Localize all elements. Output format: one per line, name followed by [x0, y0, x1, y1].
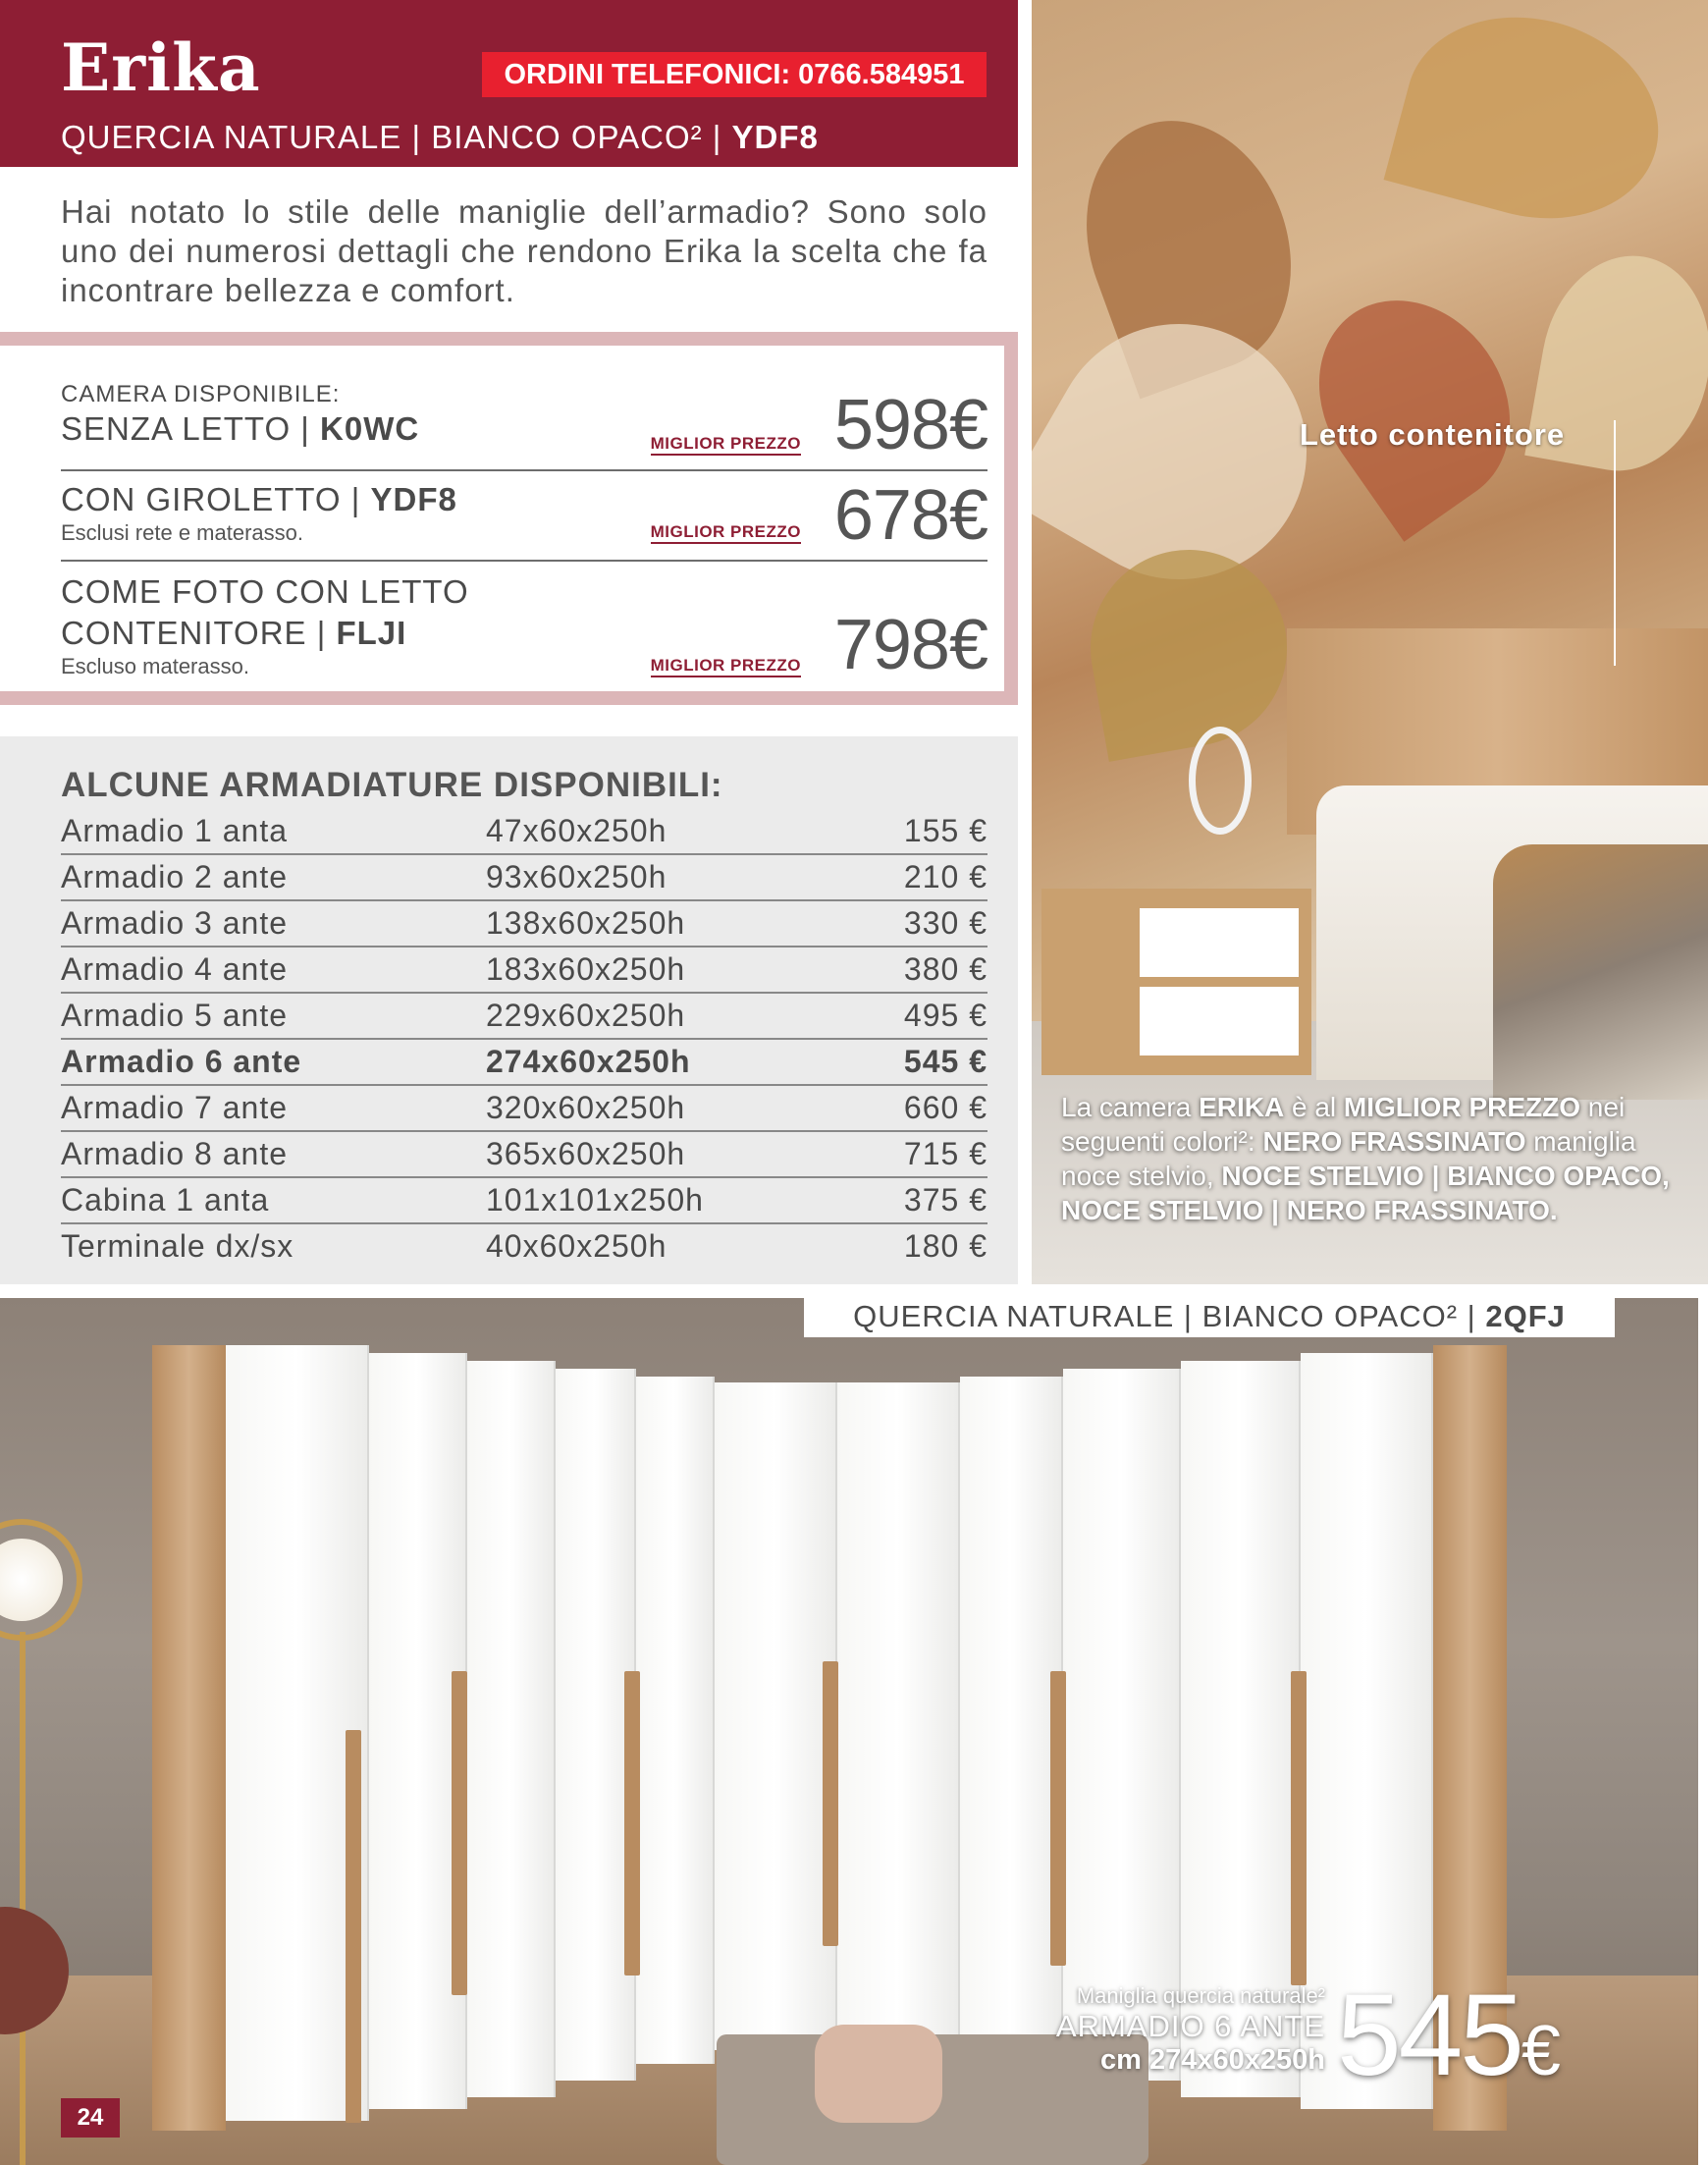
nightstand: [1041, 889, 1311, 1075]
camera-row-label-text: CON GIROLETTO |: [61, 481, 371, 517]
caption-text: maniglia noce stelvio,: [1061, 1126, 1636, 1191]
table-row: [61, 947, 987, 994]
wardrobe-name: Armadio 5 ante: [61, 998, 289, 1033]
wardrobe-door: [837, 1382, 960, 2050]
intro-text: Hai notato lo stile delle maniglie dell’armadio? Sono solo uno dei numerosi dettagli che rendono Erika la scelta che fa incontrare bellezza e comfort.: [61, 193, 987, 308]
camera-row-label-text: CONTENITORE |: [61, 615, 337, 651]
table-row: [61, 855, 987, 901]
wardrobe-name: Armadio 2 ante: [61, 859, 289, 894]
wardrobe-size: 138x60x250h: [486, 905, 686, 941]
caption-bold: NERO FRASSINATO: [1262, 1126, 1526, 1157]
camera-row-giroletto: [61, 471, 987, 562]
table-lamp: [1189, 727, 1252, 835]
wardrobe-table-title: ALCUNE ARMADIATURE DISPONIBILI:: [61, 766, 723, 804]
wardrobe-photo-title: [804, 1298, 1615, 1337]
nightstand-drawer: [1140, 987, 1299, 1055]
table-row: [61, 994, 987, 1040]
wallpaper-leaf: [1384, 0, 1681, 245]
wardrobe-name: Armadio 3 ante: [61, 905, 289, 941]
camera-row-note: Escluso materasso.: [61, 654, 249, 678]
camera-row-code: K0WC: [320, 410, 420, 447]
price-value: 678€: [833, 476, 987, 555]
wardrobe-price: 495 €: [903, 998, 987, 1033]
wardrobe-handle: [452, 1671, 467, 1995]
wardrobe-handle: [1050, 1671, 1066, 1966]
table-row: [61, 1086, 987, 1132]
promo-size: cm 274x60x250h: [1100, 2044, 1325, 2076]
wardrobe-price: 380 €: [903, 951, 987, 987]
wardrobe-name: Armadio 1 anta: [61, 813, 289, 848]
wardrobe-price: 180 €: [903, 1228, 987, 1264]
subtitle-code: YDF8: [731, 119, 819, 155]
camera-price-inner: [0, 346, 1004, 691]
table-row: [61, 1178, 987, 1224]
wardrobe-size: 320x60x250h: [486, 1090, 686, 1125]
wardrobe-door: [960, 1377, 1063, 2064]
promo-note: Maniglia quercia naturale²: [1076, 1983, 1325, 2008]
wardrobe-price: 375 €: [903, 1182, 987, 1218]
camera-price-box: [0, 332, 1018, 705]
table-row: [61, 901, 987, 947]
table-row: [61, 809, 987, 855]
header-band: [0, 0, 1018, 167]
brand-title: Erika: [61, 29, 261, 106]
subtitle-text: QUERCIA NATURALE | BIANCO OPACO² |: [61, 119, 732, 155]
bed-label-line: [1614, 420, 1616, 666]
wardrobe-side-left: [152, 1345, 226, 2131]
wardrobe-handle: [1291, 1671, 1307, 1985]
wardrobe-title-code: 2QFJ: [1485, 1299, 1566, 1333]
camera-row-code: YDF8: [370, 481, 457, 517]
promo-name: ARMADIO 6 ANTE: [1055, 2009, 1325, 2043]
wardrobe-handle: [624, 1671, 640, 1976]
floor-lamp-pole: [20, 1632, 26, 2165]
camera-row-code: FLJI: [336, 615, 407, 651]
promo-price-currency: €: [1521, 2012, 1561, 2090]
wardrobe-door: [467, 1361, 556, 2097]
wardrobe-name: Armadio 6 ante: [61, 1044, 302, 1079]
best-price-badge: MIGLIOR PREZZO: [651, 434, 801, 456]
wardrobe-title-text: QUERCIA NATURALE | BIANCO OPACO² |: [853, 1299, 1486, 1333]
table-row: [61, 1224, 987, 1271]
wardrobe-size: 40x60x250h: [486, 1228, 667, 1264]
caption-bold: NOCE STELVIO | BIANCO OPACO, NOCE STELVIO | NERO FRASSINATO.: [1061, 1161, 1670, 1225]
wardrobe-door: [715, 1382, 837, 2050]
bed-blanket: [1493, 844, 1708, 1100]
wardrobe-name: Armadio 7 ante: [61, 1090, 289, 1125]
wardrobe-door: [1063, 1369, 1181, 2081]
wardrobe-name: Terminale dx/sx: [61, 1228, 294, 1264]
wallpaper-leaf: [1075, 534, 1303, 762]
wardrobe-name: Cabina 1 anta: [61, 1182, 270, 1218]
throw-blanket: [815, 2025, 942, 2123]
page-edge: [1698, 1298, 1708, 2165]
best-price-badge: MIGLIOR PREZZO: [651, 522, 801, 544]
wardrobe-door: [636, 1377, 715, 2064]
wallpaper-leaf: [1280, 263, 1549, 541]
wardrobe-size: 274x60x250h: [486, 1044, 691, 1079]
camera-row-note: Esclusi rete e materasso.: [61, 520, 303, 545]
promo-price-value: 545: [1337, 1971, 1521, 2100]
wardrobe-name: Armadio 8 ante: [61, 1136, 289, 1171]
camera-kicker: CAMERA DISPONIBILE:: [61, 381, 341, 407]
wardrobe-price: 330 €: [903, 905, 987, 941]
price-value: 798€: [833, 606, 987, 684]
header-subtitle: [61, 119, 819, 156]
phone-order-badge[interactable]: ORDINI TELEFONICI: 0766.584951: [482, 52, 987, 97]
page-number: 24: [61, 2098, 120, 2138]
caption-bold: ERIKA: [1199, 1092, 1285, 1122]
wardrobe-size: 183x60x250h: [486, 951, 686, 987]
bedroom-photo: [1032, 0, 1708, 1284]
price-value: 598€: [833, 386, 987, 464]
camera-row-label-line1: COME FOTO CON LETTO: [61, 573, 469, 610]
caption-bold: MIGLIOR PREZZO: [1343, 1092, 1581, 1122]
wardrobe-price: 660 €: [903, 1090, 987, 1125]
wardrobe-price: 155 €: [903, 813, 987, 848]
wardrobe-size: 47x60x250h: [486, 813, 667, 848]
wardrobe-size: 229x60x250h: [486, 998, 686, 1033]
bed-label: Letto contenitore: [1300, 417, 1566, 452]
table-row-highlight: [61, 1040, 987, 1086]
wardrobe-handle: [823, 1661, 838, 1946]
camera-row-contenitore: [61, 562, 987, 689]
wardrobe-handle: [346, 1730, 361, 2123]
wardrobe-table: [0, 736, 1018, 1284]
caption-text: La camera: [1061, 1092, 1200, 1122]
nightstand-drawer: [1140, 908, 1299, 977]
caption-text: nei seguenti colori²:: [1061, 1092, 1626, 1157]
wardrobe-size: 101x101x250h: [486, 1182, 704, 1218]
wardrobe-name: Armadio 4 ante: [61, 951, 289, 987]
wardrobe-price: 715 €: [903, 1136, 987, 1171]
caption-text: è al: [1284, 1092, 1344, 1122]
best-price-badge: MIGLIOR PREZZO: [651, 656, 801, 677]
camera-row-label-text: SENZA LETTO |: [61, 410, 321, 447]
bedroom-caption: [1061, 1090, 1689, 1227]
wardrobe-promo: [942, 1983, 1325, 2077]
wardrobe-price: 545 €: [903, 1044, 987, 1079]
wardrobe-price: 210 €: [903, 859, 987, 894]
camera-row-senza-letto: [61, 381, 987, 471]
table-row: [61, 1132, 987, 1178]
wardrobe-size: 93x60x250h: [486, 859, 667, 894]
promo-price: [1337, 1969, 1561, 2102]
wardrobe-size: 365x60x250h: [486, 1136, 686, 1171]
